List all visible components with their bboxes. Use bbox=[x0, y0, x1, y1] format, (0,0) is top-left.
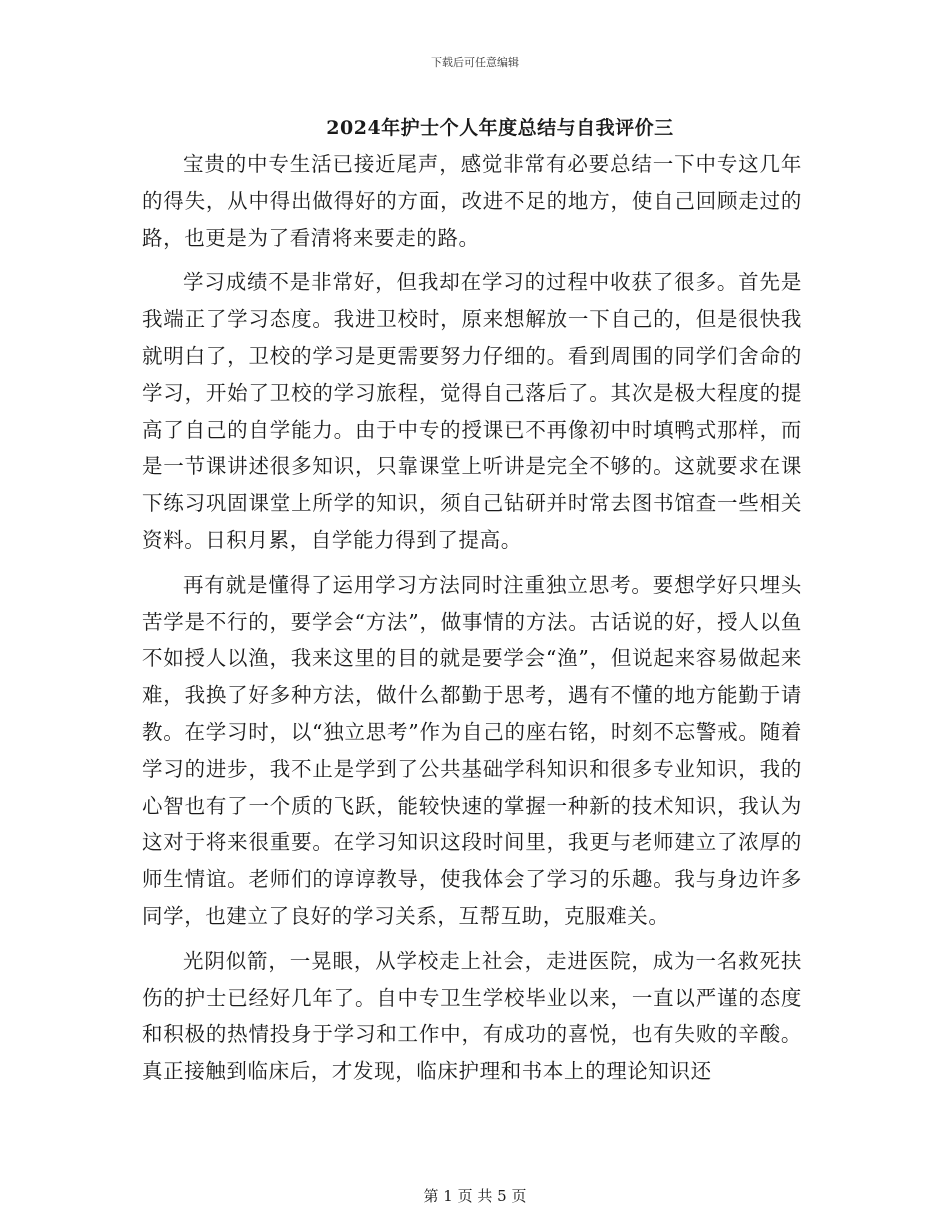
paragraph: 宝贵的中专生活已接近尾声，感觉非常有必要总结一下中专这几年的得失，从中得出做得好的方面，改进不足的地方，使自己回顾走过的路，也更是为了看清将来要走的路。 bbox=[142, 152, 802, 250]
page-number: 第 1 页 共 5 页 bbox=[423, 1187, 527, 1205]
paragraph: 学习成绩不是非常好，但我却在学习的过程中收获了很多。首先是我端正了学习态度。我进卫校时，原来想解放一下自己的，但是很快我就明白了，卫校的学习是更需要努力仔细的。看到周围的同学们舍命的学习，开始了卫校的学习旅程，觉得自己落后了。其次是极大程度的提高了自己的自学能力。由于中专的授课已不再像初中时填鸭式那样，而是一节课讲述很多知识，只靠课堂上听讲是完全不够的。这就要求在课下练习巩固课堂上所学的知识，须自己钻研并时常去图书馆查一些相关资料。日积月累，自学能力得到了提高。 bbox=[142, 270, 802, 552]
document-body bbox=[142, 146, 802, 1098]
paragraph: 再有就是懂得了运用学习方法同时注重独立思考。要想学好只埋头苦学是不行的，要学会“方法”，做事情的方法。古话说的好，授人以鱼不如授人以渔，我来这里的目的就是要学会“渔”，但说起来容易做起来难，我换了好多种方法，做什么都勤于思考，遇有不懂的地方能勤于请教。在学习时，以“独立思考”作为自己的座右铭，时刻不忘警戒。随着学习的进步，我不止是学到了公共基础学科知识和很多专业知识，我的心智也有了一个质的飞跃，能较快速的掌握一种新的技术知识，我认为这对于将来很重要。在学习知识这段时间里，我更与老师建立了浓厚的师生情谊。老师们的谆谆教导，使我体会了学习的乐趣。我与身边许多同学，也建立了良好的学习关系，互帮互助，克服难关。 bbox=[142, 572, 802, 928]
header-note: 下载后可任意编辑 bbox=[431, 56, 519, 69]
document-title: 2024年护士个人年度总结与自我评价三 bbox=[326, 117, 674, 139]
paragraph: 光阴似箭，一晃眼，从学校走上社会，走进医院，成为一名救死扶伤的护士已经好几年了。自中专卫生学校毕业以来，一直以严谨的态度和积极的热情投身于学习和工作中，有成功的喜悦，也有失败的辛酸。真正接触到临床后，才发现，临床护理和书本上的理论知识还 bbox=[142, 948, 802, 1084]
